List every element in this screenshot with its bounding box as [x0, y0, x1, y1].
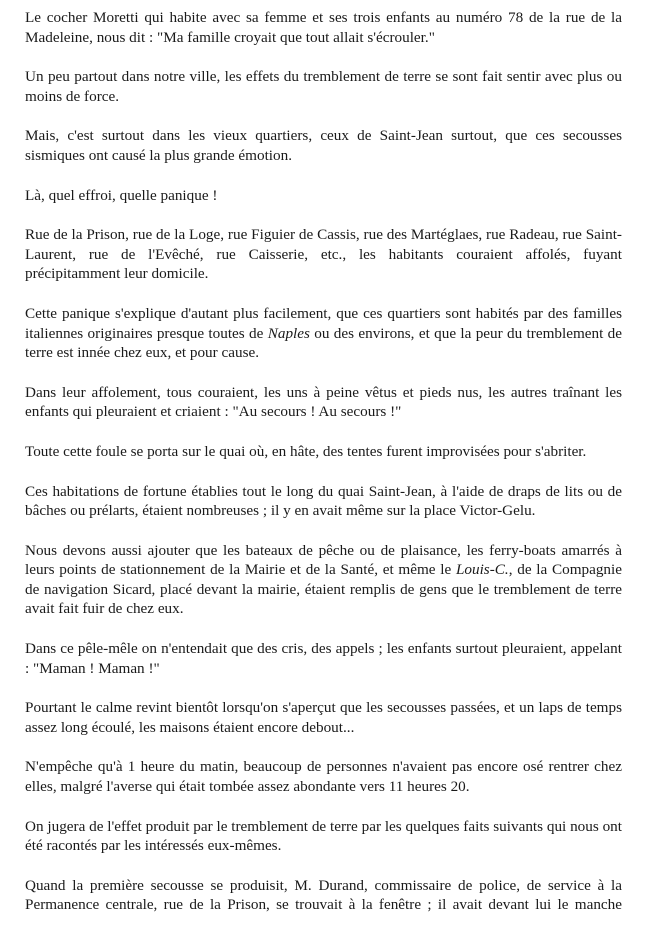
- paragraph-text: ou des environs, et que la peur du tremblement de terre est innée chez eux, et pour cause.: [25, 324, 622, 362]
- paragraph-text: Nous devons aussi ajouter que les bateaux de pêche ou de plaisance, les ferry-boats amarrés à leurs points de stationnement de la Mairie et de la Santé, et même le: [25, 541, 622, 579]
- document-page: [25, 8, 622, 935]
- paragraph-text: Mais, c'est surtout dans les vieux quartiers, ceux de Saint-Jean surtout, que ces secousses sismiques ont causé la plus grande émotion.: [25, 127, 622, 164]
- paragraph-text: N'empêche qu'à 1 heure du matin, beaucoup de personnes n'avaient pas encore osé rentrer chez elles, malgré l'averse qui était tombée assez abondante vers 11 heures 20.: [25, 758, 622, 796]
- paragraph-text: Quand la première secousse se produisit, M. Durand, commissaire de police, de service à la Permanence centrale, rue de la Prison, se trouvait à la fenêtre ; il avait devant lui le manche: [25, 876, 622, 914]
- paragraph-text: Un peu partout dans notre ville, les effets du tremblement de terre se sont fait sentir avec plus ou moins de force.: [25, 68, 622, 105]
- italic-ship-name: Louis-C.: [455, 561, 509, 579]
- paragraph-text: On jugera de l'effet produit par le tremblement de terre par les quelques faits suivants qui nous ont été racontés par les intéressés eux-mêmes.: [25, 817, 622, 855]
- paragraph: [25, 639, 622, 678]
- paragraph-text: , de la Compagnie de navigation Sicard, placé devant la mairie, étaient remplis de gens que le tremblement de terre avait fait fuir de chez eux.: [25, 561, 622, 618]
- paragraph: [25, 482, 622, 521]
- paragraph: [25, 541, 622, 619]
- paragraph-text: Dans ce pêle-mêle on n'entendait que des cris, des appels ; les enfants surtout pleuraient, appelant : "Maman ! Maman !": [25, 640, 622, 677]
- paragraph-text: Le cocher Moretti qui habite avec sa femme et ses trois enfants au numéro 78 de la rue de la Madeleine, nous dit : "Ma famille croyait que tout allait s'écrouler.": [25, 9, 622, 46]
- paragraph: [25, 698, 622, 737]
- paragraph: [25, 817, 622, 856]
- paragraph: [25, 442, 622, 462]
- paragraph: [25, 383, 622, 422]
- paragraph-text: Dans leur affolement, tous couraient, les uns à peine vêtus et pieds nus, les autres traînant les enfants qui pleuraient et criaient : "Au secours ! Au secours !": [25, 383, 622, 421]
- paragraph-text: Pourtant le calme revint bientôt lorsqu'on s'aperçut que les secousses passées, et un laps de temps assez long écoulé, les maisons étaient encore debout...: [25, 699, 622, 736]
- paragraph: [25, 304, 622, 363]
- paragraph-text: Cette panique s'explique d'autant plus facilement, que ces quartiers sont habités par des familles italiennes originaires presque toutes de: [25, 304, 622, 342]
- paragraph: [25, 67, 622, 106]
- paragraph-text: Ces habitations de fortune établies tout le long du quai Saint-Jean, à l'aide de draps de lits ou de bâches ou prélarts, étaient nombreuses ; il y en avait même sur la place Victor-Gelu.: [25, 482, 622, 520]
- paragraph: [25, 757, 622, 796]
- paragraph: [25, 186, 622, 206]
- paragraph-text: Là, quel effroi, quelle panique !: [25, 186, 218, 204]
- paragraph: [25, 126, 622, 165]
- paragraph: [25, 8, 622, 47]
- paragraph: [25, 225, 622, 284]
- italic-place-name: Naples: [267, 324, 310, 342]
- paragraph-text: Toute cette foule se porta sur le quai où, en hâte, des tentes furent improvisées pour s'abriter.: [25, 442, 587, 460]
- paragraph: [25, 876, 622, 915]
- paragraph-text: Rue de la Prison, rue de la Loge, rue Figuier de Cassis, rue des Martéglaes, rue Radeau, rue Saint-Laurent, rue de l'Evêché, rue Caisserie, etc., les habitants couraient affolés, fuyant précipitamment leur domicile.: [25, 226, 622, 283]
